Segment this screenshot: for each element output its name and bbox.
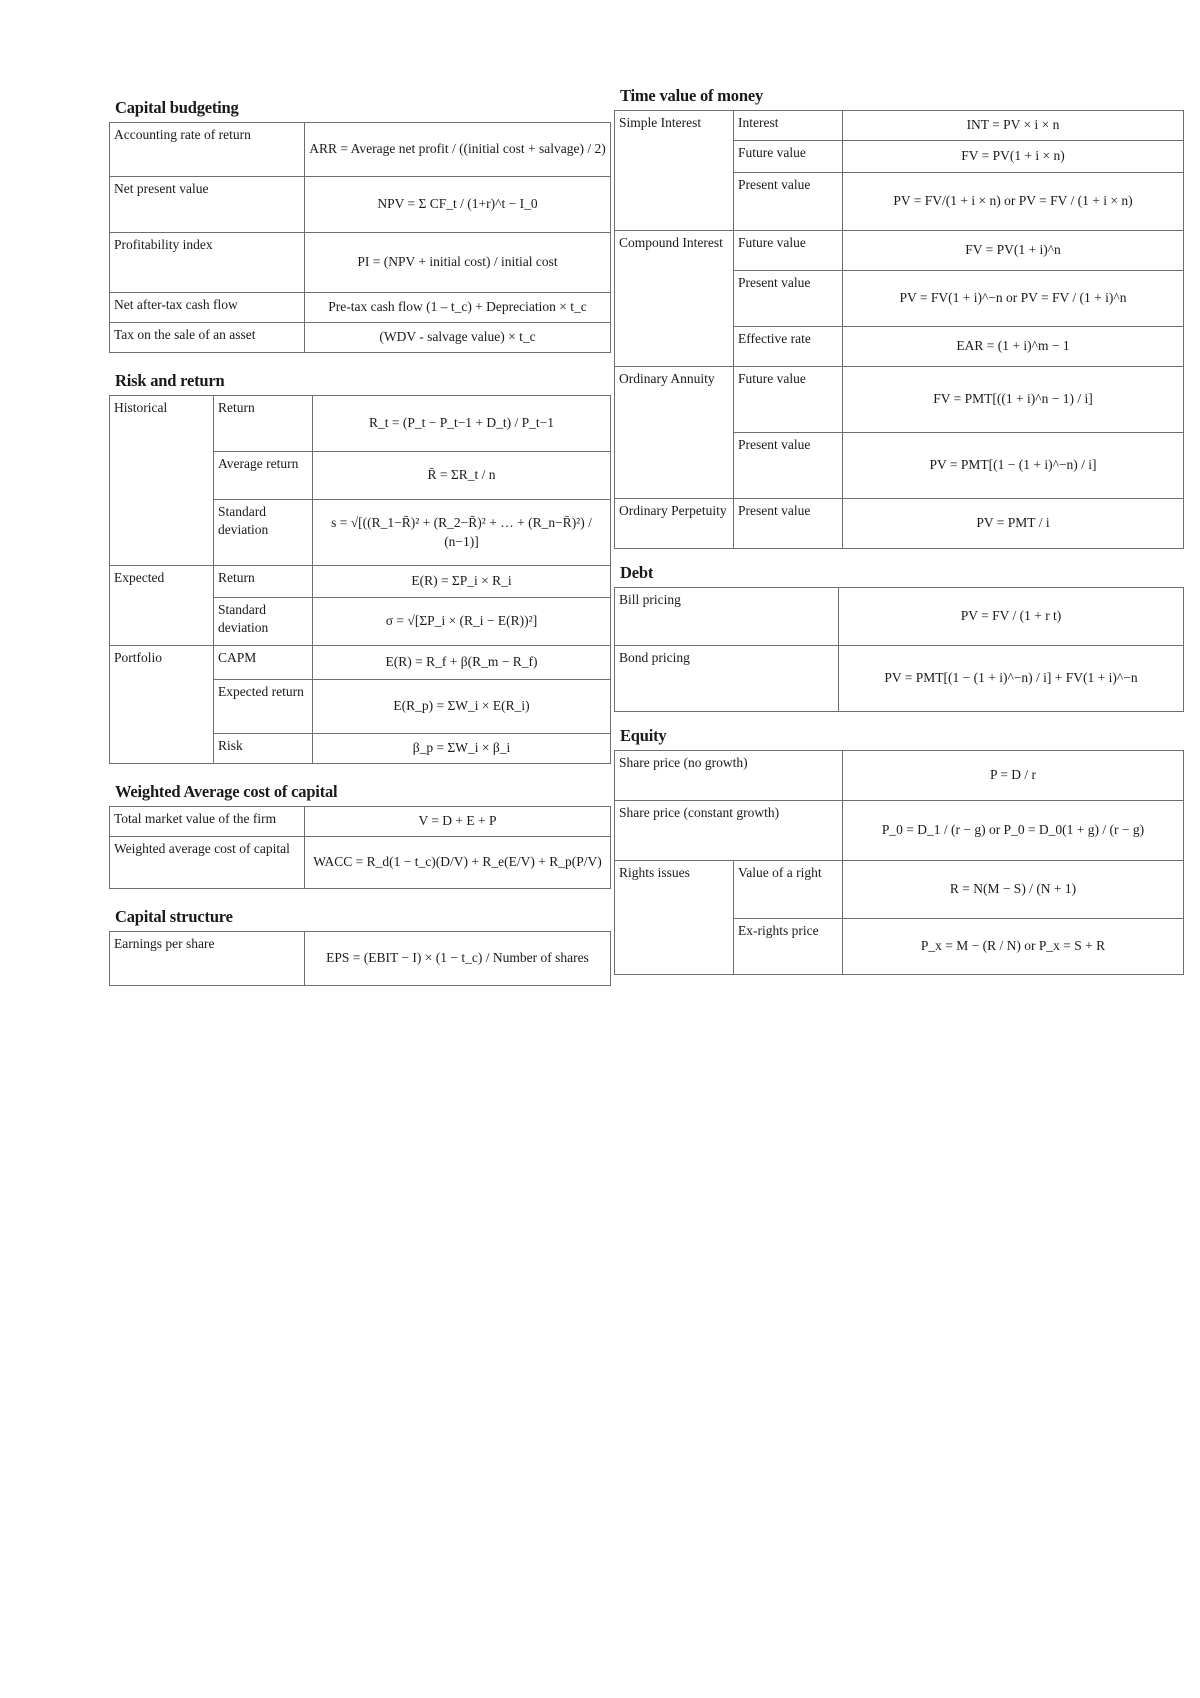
debt-table [614,587,1184,712]
group-label: Portfolio [110,646,214,764]
row-label: Net present value [110,177,305,233]
formula: PV = FV/(1 + i × n) or PV = FV / (1 + i × n) [843,173,1184,231]
row-label: Effective rate [734,327,843,367]
table-row [110,177,611,233]
debt-title: Debt [620,563,654,582]
group-label: Ordinary Perpetuity [615,499,734,549]
row-label: Present value [734,173,843,231]
formula: σ = √[ΣP_i × (R_i − E(R))²] [313,598,611,646]
table-row [615,367,1184,433]
formula: s = √[((R_1−R̄)² + (R_2−R̄)² + … + (R_n−R̄)²) / (n−1)] [313,500,611,566]
table-row [615,646,1184,712]
row-label: Tax on the sale of an asset [110,323,305,353]
row-label: Value of a right [734,861,843,919]
group-label: Rights issues [615,861,734,975]
formula: P_x = M − (R / N) or P_x = S + R [843,919,1184,975]
formula: R = N(M − S) / (N + 1) [843,861,1184,919]
formula: FV = PMT[((1 + i)^n − 1) / i] [843,367,1184,433]
row-label: CAPM [214,646,313,680]
table-row [615,861,1184,919]
group-label: Historical [110,396,214,566]
capital-structure-title: Capital structure [115,907,233,926]
table-row [615,231,1184,271]
formula: WACC = R_d(1 − t_c)(D/V) + R_e(E/V) + R_p(P/V) [305,837,611,889]
table-row [110,293,611,323]
row-label: Net after-tax cash flow [110,293,305,323]
formula: EPS = (EBIT − I) × (1 − t_c) / Number of shares [305,932,611,986]
table-row [615,801,1184,861]
equity-title: Equity [620,726,667,745]
row-label: Average return [214,452,313,500]
formula: FV = PV(1 + i)^n [843,231,1184,271]
table-row [615,499,1184,549]
risk-return-title: Risk and return [115,371,225,390]
row-label: Expected return [214,680,313,734]
formula: P_0 = D_1 / (r − g) or P_0 = D_0(1 + g) / (r − g) [843,801,1184,861]
formula: INT = PV × i × n [843,111,1184,141]
row-label: Profitability index [110,233,305,293]
group-label: Ordinary Annuity [615,367,734,499]
formula: E(R) = R_f + β(R_m − R_f) [313,646,611,680]
formula: P = D / r [843,751,1184,801]
row-label: Bill pricing [615,588,839,646]
capital-budgeting-table [109,122,611,353]
formula: R̄ = ΣR_t / n [313,452,611,500]
table-row [615,588,1184,646]
row-label: Future value [734,231,843,271]
formula: PV = PMT[(1 − (1 + i)^−n) / i] + FV(1 + i)^−n [839,646,1184,712]
row-label: Return [214,566,313,598]
table-row [110,932,611,986]
formula: FV = PV(1 + i × n) [843,141,1184,173]
tvm-title: Time value of money [620,86,764,105]
formula: PV = FV / (1 + r t) [839,588,1184,646]
formula: ARR = Average net profit / ((initial cost + salvage) / 2) [305,123,611,177]
table-row [110,807,611,837]
table-row [110,233,611,293]
row-label: Standard deviation [214,500,313,566]
formula: R_t = (P_t − P_t−1 + D_t) / P_t−1 [313,396,611,452]
row-label: Risk [214,734,313,764]
row-label: Bond pricing [615,646,839,712]
row-label: Present value [734,271,843,327]
table-row [110,123,611,177]
row-label: Return [214,396,313,452]
table-row [110,566,611,598]
formula: V = D + E + P [305,807,611,837]
table-row [110,323,611,353]
wacc-title: Weighted Average cost of capital [115,782,338,801]
table-row [110,837,611,889]
formula: PV = PMT[(1 − (1 + i)^−n) / i] [843,433,1184,499]
formula: Pre-tax cash flow (1 – t_c) + Depreciation × t_c [305,293,611,323]
row-label: Ex-rights price [734,919,843,975]
row-label: Share price (constant growth) [615,801,843,861]
row-label: Present value [734,433,843,499]
row-label: Present value [734,499,843,549]
formula: PI = (NPV + initial cost) / initial cost [305,233,611,293]
formula: EAR = (1 + i)^m − 1 [843,327,1184,367]
capital-structure-table [109,931,611,986]
group-label: Expected [110,566,214,646]
row-label: Future value [734,367,843,433]
group-label: Simple Interest [615,111,734,231]
table-row [615,751,1184,801]
row-label: Interest [734,111,843,141]
formula: (WDV - salvage value) × t_c [305,323,611,353]
formula: PV = FV(1 + i)^−n or PV = FV / (1 + i)^n [843,271,1184,327]
equity-table [614,750,1184,975]
table-row [110,646,611,680]
formula: E(R_p) = ΣW_i × E(R_i) [313,680,611,734]
row-label: Accounting rate of return [110,123,305,177]
right-column [614,86,1184,975]
formula: β_p = ΣW_i × β_i [313,734,611,764]
row-label: Share price (no growth) [615,751,843,801]
row-label: Standard deviation [214,598,313,646]
table-row [615,111,1184,141]
wacc-table [109,806,611,889]
row-label: Earnings per share [110,932,305,986]
table-row [110,396,611,452]
row-label: Weighted average cost of capital [110,837,305,889]
row-label: Future value [734,141,843,173]
formula: E(R) = ΣP_i × R_i [313,566,611,598]
formula: NPV = Σ CF_t / (1+r)^t − I_0 [305,177,611,233]
row-label: Total market value of the firm [110,807,305,837]
left-column [109,98,611,986]
risk-return-table [109,395,611,764]
group-label: Compound Interest [615,231,734,367]
formula: PV = PMT / i [843,499,1184,549]
capital-budgeting-title: Capital budgeting [115,98,239,117]
tvm-table [614,110,1184,549]
